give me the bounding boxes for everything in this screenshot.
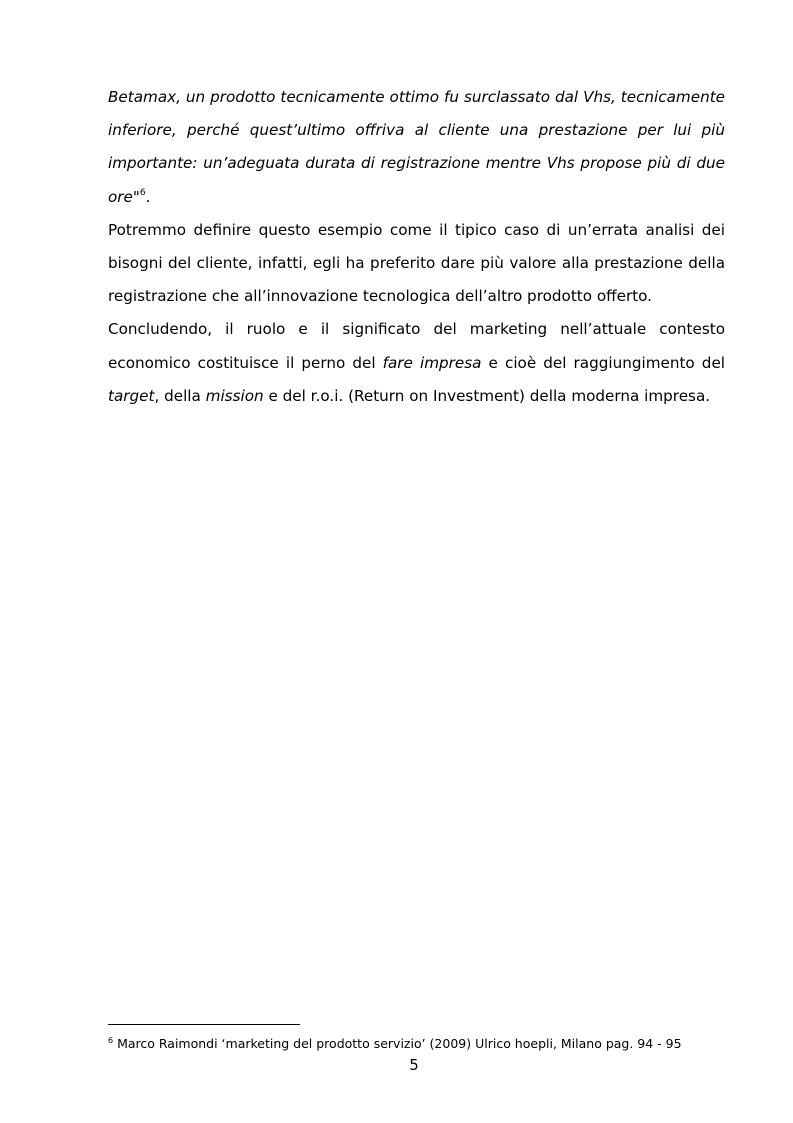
paragraph-example-text: Potremmo definire questo esempio come il tipico caso di un’errata analisi dei bisogni del cliente, infatti, egli ha preferito dare più valore alla prestazione della registrazione che all’innovazione tecnologica dell’altro prodotto offerto. [108,220,725,306]
paragraph-quote [108,81,725,214]
conclusion-part-4: e del r.o.i. (Return on Investment) della moderna impresa. [263,386,711,405]
footnote-number: 6 [108,1035,114,1045]
conclusion-part-3: , della [154,386,206,405]
emphasis-mission: mission [205,386,264,405]
paragraph-conclusion [108,313,725,413]
conclusion-part-2: e cioè del raggiungimento del [481,353,726,372]
conclusion-part-1: Concludendo, il ruolo e il significato del marketing nell’attuale contesto economico costituisce il perno del [108,320,725,372]
quote-end-punct: . [145,187,151,206]
body-text [108,81,725,413]
paragraph-example [108,214,725,314]
emphasis-target: target [108,386,155,405]
footnote-reference[interactable]: 6 [139,187,146,198]
page-number: 5 [409,1056,419,1074]
quote-close-mark: " [132,187,140,206]
footnote [108,1035,728,1053]
quote-text: Betamax, un prodotto tecnicamente ottimo fu surclassato dal Vhs, tecnicamente inferiore, perché quest’ultimo offriva al cliente una prestazione per lui più importante: un’adeguata durata di registrazione mentre Vhs propose più di due ore [108,88,725,206]
emphasis-fare-impresa: fare impresa [382,353,482,372]
footnote-text: Marco Raimondi ‘marketing del prodotto servizio’ (2009) Ulrico hoepli, Milano pag. 94 - 95 [113,1036,682,1051]
footnote-separator [108,1024,300,1025]
